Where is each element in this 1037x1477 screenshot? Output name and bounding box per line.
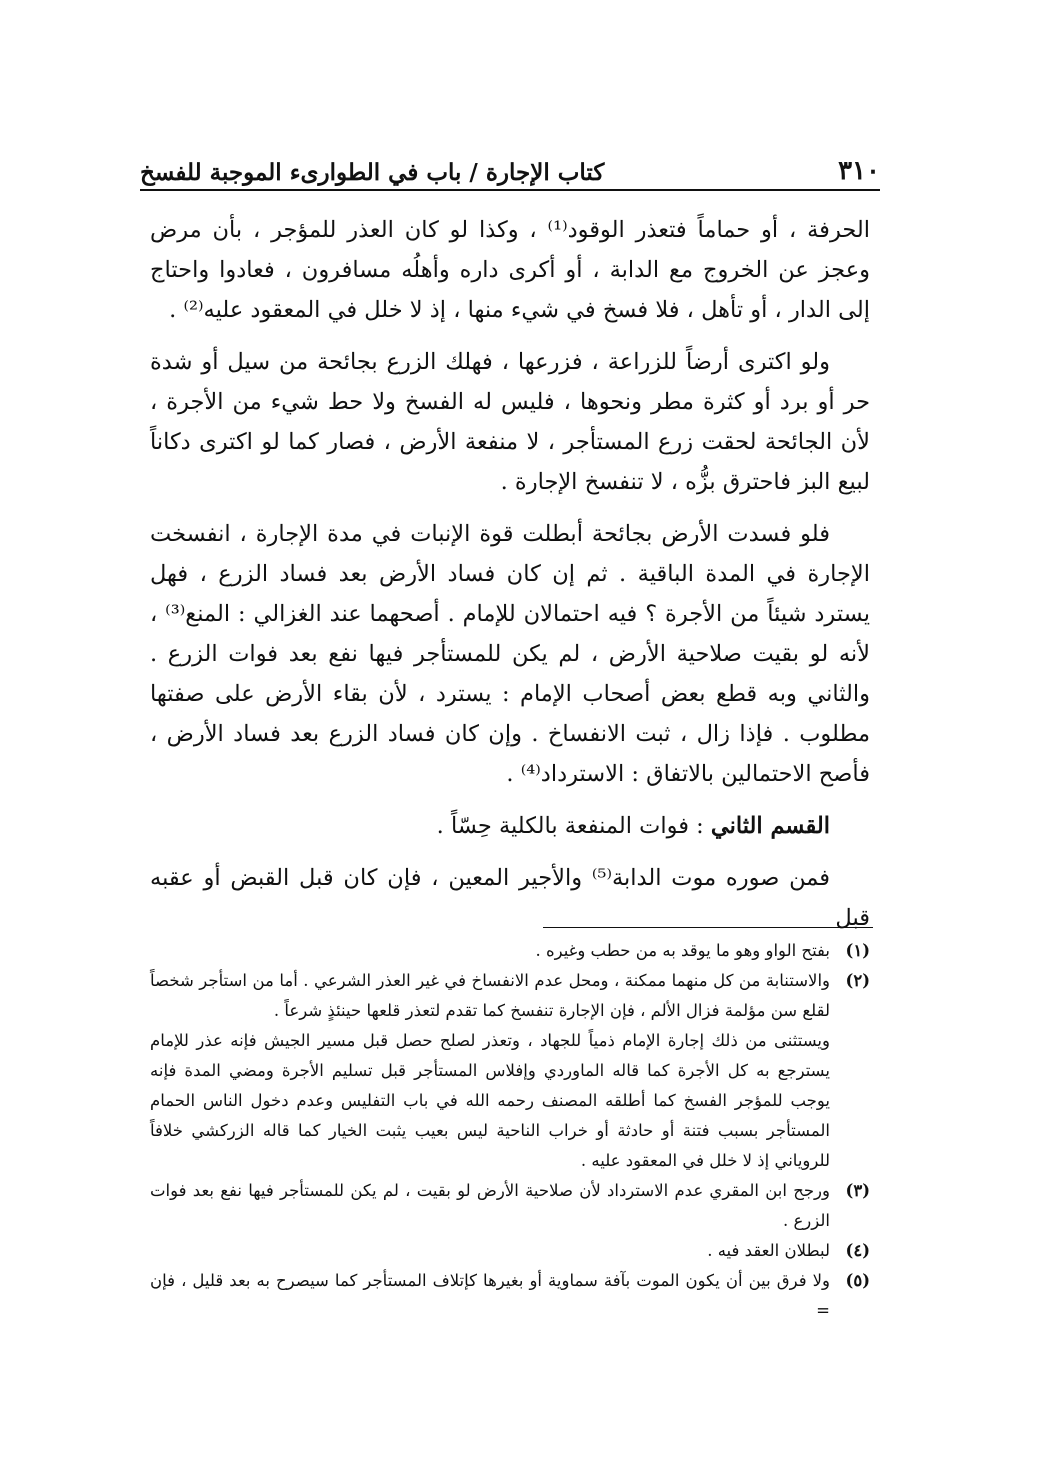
footnote bbox=[150, 1176, 870, 1236]
footnote-number: (١) bbox=[845, 941, 870, 960]
header-rule bbox=[140, 189, 880, 191]
paragraph: فمن صوره موت الدابة⁽⁵⁾ والأجير المعين ، فإن كان قبل القبض أو عقبه قبل bbox=[150, 865, 870, 931]
footnote-number: (٤) bbox=[845, 1241, 870, 1260]
footnote-number: (٣) bbox=[845, 1181, 870, 1200]
footnote-text: لبطلان العقد فيه . bbox=[707, 1241, 830, 1260]
footnote-text: ولا فرق بين أن يكون الموت بآفة سماوية أو بغيرها كإتلاف المستأجر كما سيصرح به بعد قليل ، فإن = bbox=[150, 1271, 830, 1320]
footnote-text: والاستنابة من كل منهما ممكنة ، ومحل عدم الانفساخ في غير العذر الشرعي . أما من استأجر شخصاً لقلع سن مؤلمة فزال الألم ، فإن الإجارة تنفسخ كما تقدم لتعذر قلعها حينئذٍ شرعاً . bbox=[150, 971, 830, 1020]
footnote bbox=[150, 936, 870, 966]
page-number: ٣١٠ bbox=[838, 156, 880, 186]
section-label: القسم الثاني bbox=[710, 813, 830, 839]
footnotes bbox=[150, 936, 870, 1326]
footnote-text: ويستثنى من ذلك إجارة الإمام ذمياً للجهاد ، وتعذر لصلح حصل قبل مسير الجيش فإنه عذر للإمام يسترجع به كل الأجرة كما قاله الماوردي وإفلاس المستأجر قبل تسليم الأجرة ومضي المدة فإنه يوجب للمؤجر الفسخ كما أطلقه المصنف رحمه الله في باب التفليس وعدم دخول الناس الحمام المستأجر بسبب فتنة أو حادثة أو خراب الناحية ليس بعيب يثبت الخيار كما قاله الزركشي خلافاً للروياني إذ لا خلل في المعقود عليه . bbox=[150, 1031, 830, 1170]
footnote bbox=[150, 1236, 870, 1266]
footnote bbox=[150, 966, 870, 1176]
page-header bbox=[140, 140, 880, 186]
footnote-number: (٢) bbox=[845, 971, 870, 990]
footnote-rule bbox=[543, 927, 873, 928]
main-text bbox=[150, 210, 870, 950]
footnote bbox=[150, 1266, 870, 1326]
section-text: : فوات المنفعة بالكلية حِسّاً . bbox=[436, 813, 704, 839]
running-title: كتاب الإجارة / باب في الطوارىء الموجبة للفسخ bbox=[140, 159, 605, 186]
footnote-number: (٥) bbox=[845, 1271, 870, 1290]
footnote-text: بفتح الواو وهو ما يوقد به من حطب وغيره . bbox=[535, 941, 830, 960]
footnote-text: ورجح ابن المقري عدم الاسترداد لأن صلاحية الأرض لو بقيت ، لم يكن للمستأجر فيها نفع بعد فوات الزرع . bbox=[150, 1181, 830, 1230]
section-heading bbox=[150, 806, 870, 846]
paragraph: فلو فسدت الأرض بجائحة أبطلت قوة الإنبات في مدة الإجارة ، انفسخت الإجارة في المدة الباقية . ثم إن كان فساد الأرض بعد فساد الزرع ، فهل يسترد شيئاً من الأجرة ؟ فيه احتمالان للإمام . أصحهما عند الغزالي : المنع⁽³⁾ ، لأنه لو بقيت صلاحية الأرض ، لم يكن للمستأجر فيها نفع بعد فوات الزرع . والثاني وبه قطع بعض أصحاب الإمام : يسترد ، لأن بقاء الأرض على صفتها مطلوب . فإذا زال ، ثبت الانفساخ . وإن كان فساد الزرع بعد فساد الأرض ، فأصح الاحتمالين بالاتفاق : الاسترداد⁽⁴⁾ . bbox=[150, 521, 870, 787]
paragraph: ولو اكترى أرضاً للزراعة ، فزرعها ، فهلك الزرع بجائحة من سيل أو شدة حر أو برد أو كثرة مطر ونحوها ، فليس له الفسخ ولا حط شيء من الأجرة ، لأن الجائحة لحقت زرع المستأجر ، لا منفعة الأرض ، فصار كما لو اكترى دكاناً لبيع البز فاحترق بزُّه ، لا تنفسخ الإجارة . bbox=[150, 349, 870, 495]
paragraph: الحرفة ، أو حماماً فتعذر الوقود⁽¹⁾ ، وكذا لو كان العذر للمؤجر ، بأن مرض وعجز عن الخروج مع الدابة ، أو أكرى داره وأهلُه مسافرون ، فعادوا واحتاج إلى الدار ، أو تأهل ، فلا فسخ في شيء منها ، إذ لا خلل في المعقود عليه⁽²⁾ . bbox=[150, 217, 870, 323]
